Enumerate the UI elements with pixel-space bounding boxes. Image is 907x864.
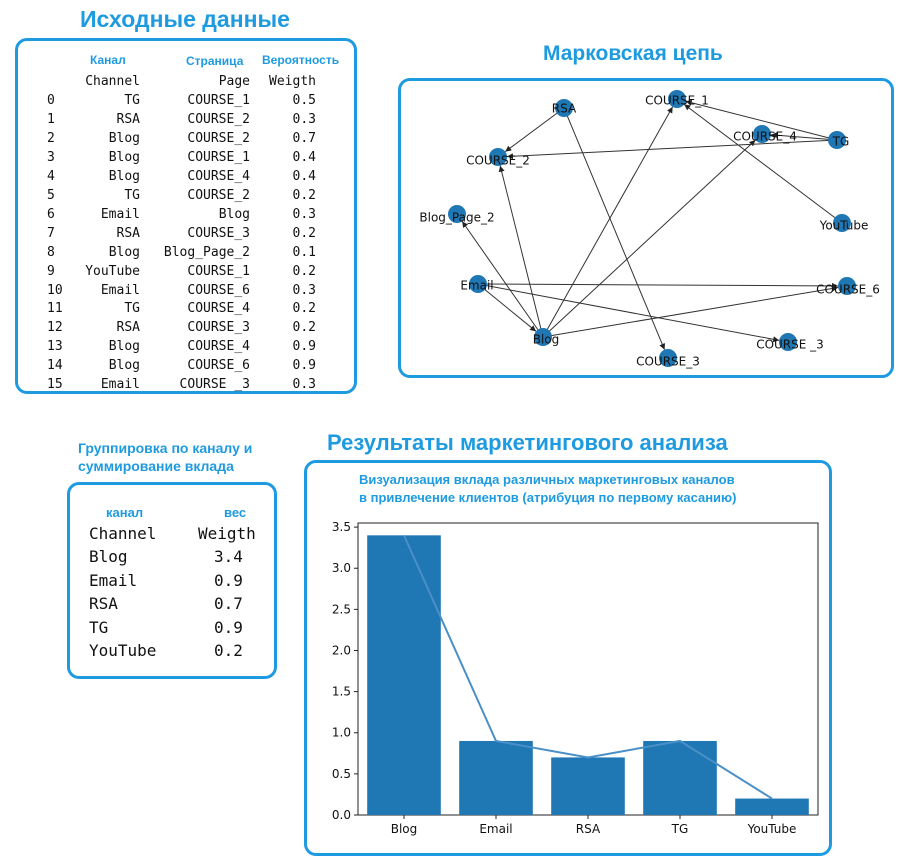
ru-label-weight: вес [224,505,247,520]
row-index: 4 [47,168,55,184]
x-tick-label: Email [479,822,513,836]
y-tick-label: 0.5 [331,766,351,781]
x-tick-label: Blog [390,822,418,836]
edge-Blog-to-COURSE_6 [543,287,838,337]
source-panel [15,38,357,394]
bar-Blog [367,535,441,815]
cell-weight: 0.3 [292,282,316,298]
cell-weight: 0.7 [292,130,316,146]
row-index: 13 [47,339,63,355]
cell-channel: RSA [116,111,140,127]
cell-page: COURSE_3 [187,320,250,336]
node-label-YouTube: YouTube [819,218,869,233]
cell-weight: 0.3 [292,377,316,393]
row-index: 12 [47,320,63,336]
edge-RSA-to-COURSE_3 [564,108,665,350]
row-index: 2 [47,130,55,146]
cell-channel: Blog [108,149,140,165]
row-index: 3 [47,149,55,165]
cell-channel: TG [124,187,140,203]
cell-page: Blog [218,206,250,222]
cell-channel: Email [89,570,138,590]
row-index: 11 [47,301,63,317]
source-heading: Исходные данные [80,6,290,32]
row-index: 6 [47,206,55,222]
edge-Email-to-COURSE__3 [478,284,779,340]
cell-page: COURSE_4 [187,301,250,317]
row-index: 0 [47,93,55,108]
row-index: 14 [47,358,63,374]
cell-page: COURSE_1 [187,149,250,165]
row-index: 8 [47,244,55,260]
cell-channel: YouTube [89,641,157,660]
row-index: 1 [47,111,55,127]
cell-weight: 0.9 [214,617,243,637]
cell-weight: 0.2 [292,263,316,279]
cell-weight: 0.2 [292,301,316,317]
x-tick-label: TG [671,822,689,836]
bar-Email [459,741,533,815]
cell-weight: 0.9 [214,570,243,590]
cell-channel: RSA [89,594,118,613]
y-tick-label: 0.0 [331,808,351,822]
ru-label-channel: Канал [90,53,126,67]
col-header-page: Page [218,74,250,89]
cell-channel: Blog [108,168,140,184]
cell-channel: TG [124,301,140,317]
markov-heading: Марковская цепь [543,42,723,65]
cell-weight: 0.2 [292,225,316,241]
cell-channel: Email [100,377,140,393]
cell-channel: Blog [108,358,140,374]
cell-page: Blog_Page_2 [163,244,250,260]
grouping-table [70,485,274,676]
cell-weight: 0.2 [292,320,316,336]
cell-weight: 0.4 [292,149,316,165]
source-table [18,41,354,391]
cell-page: COURSE_1 [187,93,250,108]
markov-graph [401,81,891,375]
node-label-COURSE_1: COURSE_1 [645,93,709,108]
cell-channel: Blog [89,547,128,566]
cell-weight: 0.3 [292,206,316,222]
cell-page: COURSE_2 [187,130,250,146]
edge-Blog-to-COURSE_4 [543,140,755,337]
cell-weight: 0.7 [214,594,243,613]
cell-weight: 0.9 [292,339,316,355]
ru-label-probability: Вероятность [262,53,340,67]
edge-Email-to-COURSE_6 [478,284,838,286]
y-tick-label: 3.0 [331,561,351,576]
cell-page: COURSE_4 [187,168,250,184]
grouping-heading-line1: Группировка по каналу и [78,440,253,456]
node-label-Blog: Blog [532,332,560,347]
cell-page: COURSE_6 [187,282,250,298]
y-tick-label: 2.0 [331,643,351,658]
results-heading: Результаты маркетингового анализа [327,430,728,455]
node-label-COURSE__3: COURSE _3 [756,337,824,352]
row-index: 9 [47,263,55,279]
cell-page: COURSE_2 [187,187,250,203]
x-tick-label: YouTube [747,822,797,836]
bar-chart [307,463,829,853]
col-header-weight: Weigth [198,524,256,543]
node-label-COURSE_2: COURSE_2 [466,153,530,168]
col-header-channel: Channel [89,524,157,543]
node-label-Blog_Page_2: Blog_Page_2 [419,210,495,225]
cell-channel: Blog [108,130,140,146]
col-header-weight: Weigth [269,74,316,89]
row-index: 15 [47,377,63,393]
ru-label-channel: канал [106,505,144,520]
cell-weight: 0.5 [292,93,316,108]
edge-Blog-to-COURSE_1 [543,107,673,337]
node-label-TG: TG [832,134,850,149]
node-label-COURSE_3: COURSE_3 [636,354,700,369]
node-label-Email: Email [460,278,494,293]
cell-weight: 0.1 [292,244,316,260]
y-tick-label: 1.0 [331,725,351,740]
cell-page: COURSE_6 [187,358,250,374]
cell-weight: 0.9 [292,358,316,374]
cell-weight: 0.2 [214,641,243,660]
cell-page: COURSE_3 [187,225,250,241]
cell-channel: Email [100,282,140,298]
bar-YouTube [735,799,809,815]
col-header-channel: Channel [85,74,140,89]
cell-channel: Email [100,206,140,222]
chart-title-line2: в привлечение клиентов (атрибуция по первому касанию) [359,490,737,505]
bar-TG [643,741,717,815]
chart-title-line1: Визуализация вклада различных маркетинговых каналов [359,472,735,487]
cell-weight: 3.4 [214,547,243,566]
row-index: 5 [47,187,55,203]
cell-channel: TG [124,93,140,108]
cell-weight: 0.4 [292,168,316,184]
y-tick-label: 2.5 [331,602,351,617]
results-panel [304,460,832,856]
node-label-RSA: RSA [551,101,577,116]
cell-weight: 0.3 [292,111,316,127]
grouping-heading-line2: суммирование вклада [78,458,234,474]
cell-channel: Blog [108,339,140,355]
node-label-COURSE_6: COURSE_6 [816,282,880,297]
cell-weight: 0.2 [292,187,316,203]
cell-page: COURSE _3 [179,377,250,393]
edge-Blog-to-COURSE_2 [500,166,543,337]
row-index: 10 [47,282,63,298]
bar-RSA [551,757,625,815]
cell-page: COURSE_4 [187,339,250,355]
y-tick-label: 3.5 [331,520,351,535]
cell-channel: RSA [116,320,140,336]
node-label-COURSE_4: COURSE_4 [733,129,797,144]
markov-panel [398,78,894,378]
cell-page: COURSE_2 [187,111,250,127]
ru-label-page: Страница [186,54,244,68]
x-tick-label: RSA [575,822,601,836]
cell-channel: YouTube [85,263,140,279]
cell-channel: RSA [116,225,140,241]
row-index: 7 [47,225,55,241]
cell-channel: Blog [108,244,140,260]
cell-page: COURSE_1 [187,263,250,279]
cell-channel: TG [89,617,109,637]
grouping-panel [67,482,277,679]
y-tick-label: 1.5 [331,684,351,699]
edge-YouTube-to-COURSE_1 [684,104,842,223]
